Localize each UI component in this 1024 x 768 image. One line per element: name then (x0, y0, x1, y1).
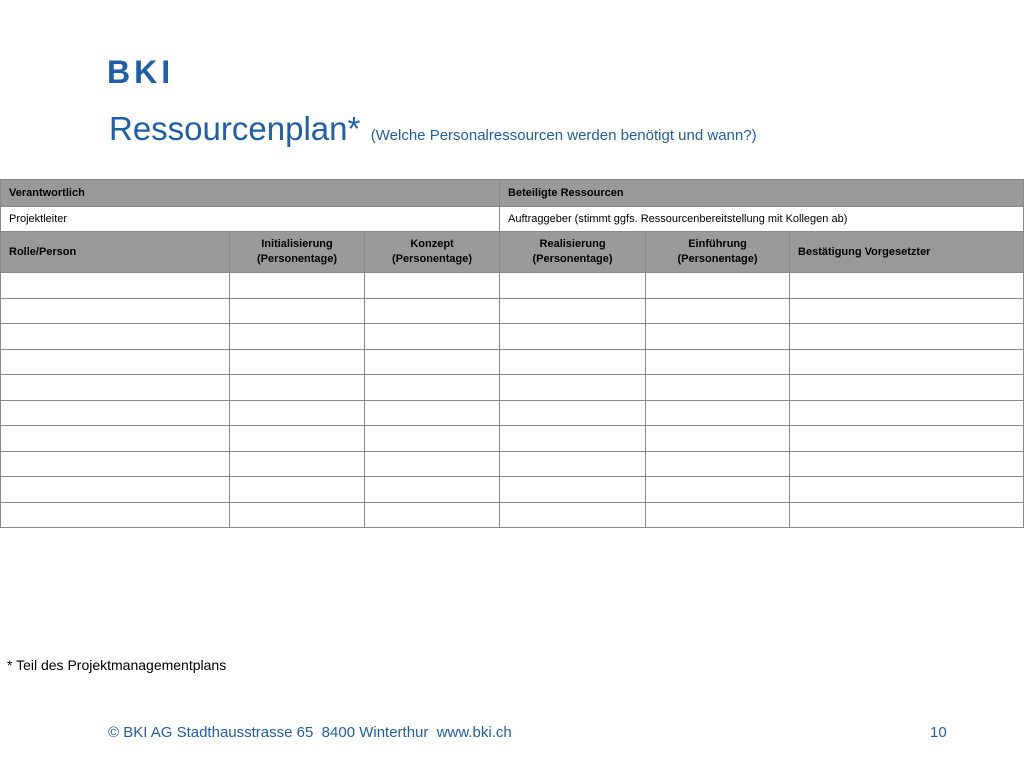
table-cell[interactable] (1, 273, 230, 299)
table-cell[interactable] (646, 349, 790, 375)
col-header-realisierung (500, 232, 646, 273)
table-cell[interactable] (1, 400, 230, 426)
col-header-unit: (Personentage) (532, 253, 613, 265)
table-cell[interactable] (790, 451, 1024, 477)
title-main: Ressourcenplan* (109, 110, 361, 147)
table-cell[interactable] (500, 426, 646, 452)
col-header-rolle-person (1, 232, 230, 273)
table-cell[interactable] (365, 502, 500, 528)
col-header-konzept (365, 232, 500, 273)
col-header-label: Konzept (410, 238, 454, 250)
table-cell[interactable] (365, 426, 500, 452)
table-cell[interactable] (500, 273, 646, 299)
table-cell[interactable] (365, 451, 500, 477)
title-subtitle: (Welche Personalressourcen werden benötigt und wann?) (370, 127, 757, 144)
col-header-initialisierung (230, 232, 365, 273)
table-cell[interactable] (646, 273, 790, 299)
table-cell[interactable] (365, 400, 500, 426)
table-cell[interactable] (646, 451, 790, 477)
col-header-label: Initialisierung (261, 238, 333, 250)
responsibility-value-row (1, 207, 1024, 232)
table-cell[interactable] (790, 349, 1024, 375)
table-cell[interactable] (790, 400, 1024, 426)
table-cell[interactable] (500, 477, 646, 503)
table-row (1, 426, 1024, 452)
table-cell[interactable] (500, 375, 646, 401)
table-row (1, 324, 1024, 350)
responsibility-header-row (1, 180, 1024, 207)
table-cell[interactable] (365, 477, 500, 503)
table-cell[interactable] (790, 298, 1024, 324)
table-cell[interactable] (790, 426, 1024, 452)
header-beteiligte-ressourcen: Beteiligte Ressourcen (500, 180, 1024, 207)
page-number: 10 (930, 724, 947, 741)
table-cell[interactable] (1, 426, 230, 452)
table-cell[interactable] (646, 324, 790, 350)
table-cell[interactable] (365, 375, 500, 401)
table-cell[interactable] (500, 451, 646, 477)
table-row (1, 273, 1024, 299)
table-cell[interactable] (1, 502, 230, 528)
col-header-bestaetigung (790, 232, 1024, 273)
table-cell[interactable] (230, 426, 365, 452)
col-header-unit: (Personentage) (677, 253, 758, 265)
table-cell[interactable] (1, 477, 230, 503)
table-cell[interactable] (500, 502, 646, 528)
table-cell[interactable] (790, 502, 1024, 528)
table-cell[interactable] (790, 375, 1024, 401)
table-cell[interactable] (230, 375, 365, 401)
table-row (1, 298, 1024, 324)
table-cell[interactable] (646, 426, 790, 452)
table-cell[interactable] (646, 502, 790, 528)
table-cell[interactable] (365, 298, 500, 324)
table-cell[interactable] (790, 273, 1024, 299)
table-row (1, 400, 1024, 426)
col-header-unit: (Personentage) (256, 253, 338, 265)
table-row (1, 375, 1024, 401)
table-cell[interactable] (230, 451, 365, 477)
table-cell[interactable] (365, 324, 500, 350)
table-cell[interactable] (646, 477, 790, 503)
footnote: * Teil des Projektmanagementplans (7, 657, 227, 673)
table-cell[interactable] (1, 298, 230, 324)
table-cell[interactable] (646, 400, 790, 426)
table-cell[interactable] (230, 400, 365, 426)
table-cell[interactable] (230, 349, 365, 375)
header-verantwortlich: Verantwortlich (1, 180, 500, 207)
table-cell[interactable] (790, 477, 1024, 503)
table-cell[interactable] (365, 349, 500, 375)
col-header-label: Rolle/Person (9, 246, 77, 258)
table-cell[interactable] (1, 349, 230, 375)
table-row (1, 349, 1024, 375)
col-header-label: Realisierung (539, 238, 606, 250)
col-header-label: Einführung (688, 238, 747, 250)
table-cell[interactable] (500, 324, 646, 350)
bki-logo: BKI (107, 54, 175, 90)
table-cell[interactable] (500, 298, 646, 324)
page-title (109, 112, 757, 145)
table-cell[interactable] (1, 375, 230, 401)
table-cell[interactable] (500, 400, 646, 426)
table-row (1, 502, 1024, 528)
table-cell[interactable] (365, 273, 500, 299)
table-cell[interactable] (646, 298, 790, 324)
table-cell[interactable] (230, 298, 365, 324)
table-cell[interactable] (230, 273, 365, 299)
footer-address: © BKI AG Stadthausstrasse 65 8400 Winterthur www.bki.ch (108, 724, 512, 741)
value-auftraggeber: Auftraggeber (stimmt ggfs. Ressourcenbereitstellung mit Kollegen ab) (500, 207, 1024, 232)
table-cell[interactable] (230, 502, 365, 528)
column-header-row (1, 232, 1024, 273)
table-cell[interactable] (500, 349, 646, 375)
col-header-label: Bestätigung Vorgesetzter (798, 246, 931, 258)
table-row (1, 477, 1024, 503)
table-cell[interactable] (790, 324, 1024, 350)
table-row (1, 451, 1024, 477)
table-cell[interactable] (1, 324, 230, 350)
table-cell[interactable] (230, 477, 365, 503)
col-header-einfuehrung (646, 232, 790, 273)
table-cell[interactable] (646, 375, 790, 401)
resource-plan-table (0, 179, 1024, 528)
table-cell[interactable] (230, 324, 365, 350)
table-cell[interactable] (1, 451, 230, 477)
value-projektleiter: Projektleiter (1, 207, 500, 232)
col-header-unit: (Personentage) (391, 253, 473, 265)
